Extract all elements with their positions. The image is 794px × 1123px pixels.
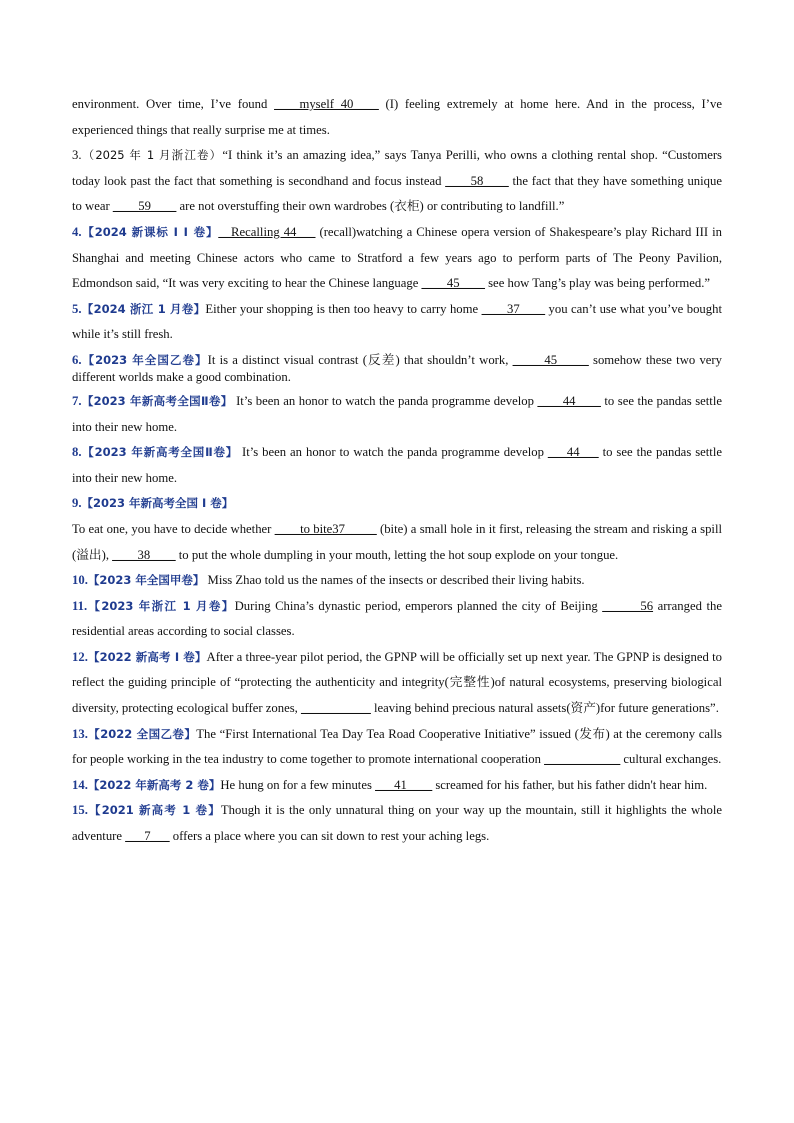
question-text: (I) feeling extremely at home here. And in the process, I’ve experienced things that really surprise me at times. xyxy=(72,97,722,137)
exam-source: 【2023 年新高考全国Ⅱ卷】 xyxy=(81,393,233,408)
exam-source: 【2023 年浙江 1 月卷】 xyxy=(87,598,235,613)
exam-source: 【2024 新课标 Ⅰ Ⅰ 卷】 xyxy=(81,224,219,239)
question-number: 7. xyxy=(72,393,82,408)
question-text: leaving behind precious natural assets(资产)for future generations”. xyxy=(370,701,719,716)
question-text: to put the whole dumpling in your mouth, letting the hot soup explode on your tongue. xyxy=(175,547,619,562)
exam-source: 【2023 年新高考全国 I 卷】 xyxy=(81,496,234,511)
question-text: you can’t use what you’ve bought while it’s still fresh. xyxy=(72,301,722,342)
question-q3 xyxy=(72,143,722,220)
exercise-list xyxy=(72,92,722,850)
question-text: To eat one, you have to decide whether xyxy=(72,521,275,536)
exam-source: 【2023 年全国甲卷】 xyxy=(87,573,205,588)
question-text: screamed for his father, but his father didn't hear him. xyxy=(432,777,708,792)
question-text: (recall)watching a Chinese opera version of Shakespeare’s play Richard III in Shanghai and meeting Chinese actors who came to Stratford a few years ago to perform parts of The Peony Pavilion, Edmondson said, “It was very exciting to hear the Chinese language xyxy=(72,224,722,291)
question-number: 3. xyxy=(72,148,82,163)
answer-blank: ___7___ xyxy=(125,829,170,844)
question-q15 xyxy=(72,798,722,849)
question-text: He hung on for a few minutes xyxy=(220,777,376,792)
question-intro xyxy=(72,92,722,143)
question-text: It is a distinct visual contrast (反差) that shouldn’t work, xyxy=(207,352,513,367)
question-text: environment. Over time, I’ve found xyxy=(72,97,275,111)
question-q4 xyxy=(72,220,722,297)
question-number: 12. xyxy=(72,649,88,664)
question-text: the fact that they have something unique to wear xyxy=(72,173,722,214)
question-text: cultural exchanges. xyxy=(620,752,722,767)
question-number: 13. xyxy=(72,726,88,741)
question-text: After a three-year pilot period, the GPNP will be officially set up next year. The GPNP is designed to reflect the guiding principle of “protecting the authenticity and integrity(完整性)of natural ecosystems, preserving biological diversity, protecting ecological buffer zones, xyxy=(72,649,723,716)
question-text: Though it is the only unnatural thing on your way up the mountain, still it highlights the whole adventure xyxy=(72,803,722,844)
question-text: to see the pandas settle into their new home. xyxy=(72,445,722,485)
answer-blank: __Recalling 44___ xyxy=(218,224,316,239)
answer-blank: ____37____ xyxy=(481,301,546,316)
question-text: It’s been an honor to watch the panda programme develop xyxy=(232,393,538,408)
answer-blank: ____44____ xyxy=(537,393,601,408)
question-number: 5. xyxy=(72,301,82,316)
question-q7 xyxy=(72,389,722,440)
question-text: (bite) a small hole in it first, releasing the stream and risking a spill (溢出), xyxy=(72,521,722,562)
question-q12 xyxy=(72,645,722,722)
exam-source: 【2022 全国乙卷】 xyxy=(87,726,197,741)
question-q13 xyxy=(72,722,722,773)
answer-blank: ____59____ xyxy=(112,199,177,214)
exam-source: 【2023 年新高考全国Ⅱ卷】 xyxy=(81,445,239,460)
question-number: 14. xyxy=(72,777,88,792)
exam-source: 【2024 浙江 1 月卷】 xyxy=(81,301,206,316)
question-q5 xyxy=(72,297,722,348)
exam-source: 【2023 年全国乙卷】 xyxy=(81,352,208,367)
question-q9 xyxy=(72,491,722,517)
exam-source: 【2022 新高考 I 卷】 xyxy=(87,649,207,664)
exam-source: （2025 年 1 月浙江卷） xyxy=(81,148,223,163)
question-text: to see the pandas settle into their new home. xyxy=(72,393,722,434)
question-number: 15. xyxy=(72,803,88,818)
question-number: 8. xyxy=(72,445,82,460)
answer-blank: ____________ xyxy=(544,752,621,767)
question-text: Either your shopping is then too heavy to carry home xyxy=(205,301,482,316)
question-number: 10. xyxy=(72,573,88,588)
question-text: are not overstuffing their own wardrobes (衣柜) or contributing to landfill.” xyxy=(176,199,565,214)
answer-blank: ___41____ xyxy=(375,777,433,792)
question-q6 xyxy=(72,352,722,386)
answer-blank: ____myself 40____ xyxy=(274,97,379,111)
answer-blank: ___44___ xyxy=(547,445,599,460)
question-q14 xyxy=(72,773,722,799)
question-q8 xyxy=(72,440,722,491)
question-q9-text xyxy=(72,517,722,568)
answer-blank: ____38____ xyxy=(112,547,176,562)
answer-blank: ____58____ xyxy=(445,173,509,188)
answer-blank: ______56 xyxy=(602,598,654,613)
question-text: arranged the residential areas according to social classes. xyxy=(72,598,722,639)
answer-blank: ___________ xyxy=(301,701,371,716)
question-text: offers a place where you can sit down to rest your aching legs. xyxy=(169,829,490,844)
question-q11 xyxy=(72,594,722,645)
question-text: During China’s dynastic period, emperors planned the city of Beijing xyxy=(234,598,603,613)
question-text: “I think it’s an amazing idea,” says Tanya Perilli, who owns a clothing rental shop. “Customers today look past the fact that something is secondhand and focus instead xyxy=(72,148,722,188)
question-text: see how Tang’s play was being performed.” xyxy=(484,276,711,291)
question-number: 6. xyxy=(72,352,82,367)
question-text: somehow these two very different worlds make a good combination. xyxy=(72,352,722,384)
answer-blank: _____45_____ xyxy=(512,352,589,367)
question-number: 11. xyxy=(72,598,88,613)
question-number: 9. xyxy=(72,496,82,511)
question-text: The “First International Tea Day Tea Road Cooperative Initiative” issued (发布) at the ceremony calls for people working in the tea industry to come together to promote international cooperation xyxy=(72,726,722,767)
exam-source: 【2021 新高考 1 卷】 xyxy=(87,803,221,818)
exam-source: 【2022 年新高考 2 卷】 xyxy=(87,777,221,792)
answer-blank: ____to bite37_____ xyxy=(274,521,377,536)
question-q10 xyxy=(72,568,722,594)
question-text: It’s been an honor to watch the panda programme develop xyxy=(238,445,548,460)
question-number: 4. xyxy=(72,224,82,239)
question-text: Miss Zhao told us the names of the insects or described their living habits. xyxy=(204,573,585,588)
answer-blank: ____45____ xyxy=(421,276,485,291)
